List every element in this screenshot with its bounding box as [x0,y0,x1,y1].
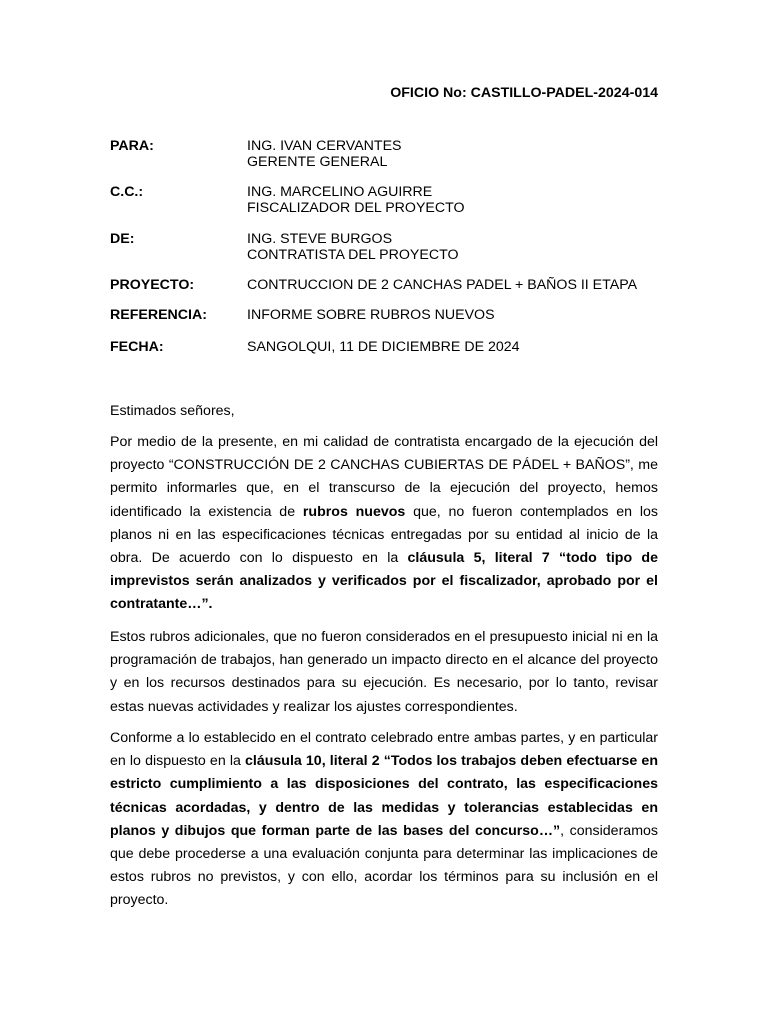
paragraph-3 [110,727,658,913]
paragraph-text: Por medio de la presente, en mi calidad de contratista encargado de la ejecución del proyecto “CONSTRUCCIÓN DE 2 CANCHAS CUBIERTAS DE PÁDEL + BAÑOS”, me permito informarles que, en el transcurso de la ejecución del proyecto, hemos identificado la existencia de [110,434,658,520]
header-label: PARA: [110,138,154,154]
paragraph-bold: cláusula 10, literal 2 “Todos los trabajos deben efectuarse en estricto cumplimiento a las disposiciones del contrato, las especificaciones técnicas acordadas, y dentro de las medidas y tolerancias establecidas en planos y dibujos que forman parte de las bases del concurso…” [110,753,658,839]
paragraph-text: que, no fueron contemplados en los planos ni en las especificaciones técnicas entregadas por su entidad al inicio de la obra. De acuerdo con lo dispuesto en la [110,503,658,567]
header-label: REFERENCIA: [110,307,207,323]
header-value [247,277,637,293]
paragraph-2: Estos rubros adicionales, que no fueron considerados en el presupuesto inicial ni en la programación de trabajos, han generado un impacto directo en el alcance del proyecto y en los recursos destinados para su ejecución. Es necesario, por lo tanto, revisar estas nuevas actividades y realizar los ajustes correspondientes. [110,629,658,715]
greeting: Estimados señores, [110,403,235,419]
header-value-line: INFORME SOBRE RUBROS NUEVOS [247,307,495,323]
header-label: PROYECTO: [110,277,195,293]
header-value-line: ING. STEVE BURGOS [247,231,393,247]
header-value [247,307,495,323]
header-value-line: GERENTE GENERAL [247,154,388,170]
header-value [247,339,520,355]
header-value [247,184,465,216]
paragraph-1 [110,431,658,617]
oficio-number: OFICIO No: CASTILLO-PADEL-2024-014 [390,85,658,101]
header-value-line: CONTRATISTA DEL PROYECTO [247,247,459,263]
paragraph-text: , consideramos que debe procederse a una evaluación conjunta para determinar las implicaciones de estos rubros no previstos, y con ello, acordar los términos para su inclusión en el proyecto. [110,822,658,909]
header-value [247,138,402,170]
header-value-line: ING. IVAN CERVANTES [247,138,402,154]
header-value-line: FISCALIZADOR DEL PROYECTO [247,200,465,216]
header-label: C.C.: [110,184,144,200]
paragraph-bold: rubros nuevos [302,503,406,520]
header-value-line: SANGOLQUI, 11 DE DICIEMBRE DE 2024 [247,339,520,355]
header-value [247,231,459,263]
header-value-line: CONTRUCCION DE 2 CANCHAS PADEL + BAÑOS II ETAPA [247,277,638,293]
paragraph-text: Conforme a lo establecido en el contrato celebrado entre ambas partes, y en particular en lo dispuesto en la [110,730,658,770]
header-label: DE: [110,231,135,247]
header-value-line: ING. MARCELINO AGUIRRE [247,184,433,200]
header-label: FECHA: [110,339,164,355]
paragraph-bold: cláusula 5, literal 7 “todo tipo de imprevistos serán analizados y verificados por el fiscalizador, aprobado por el contratante…”. [110,550,658,613]
